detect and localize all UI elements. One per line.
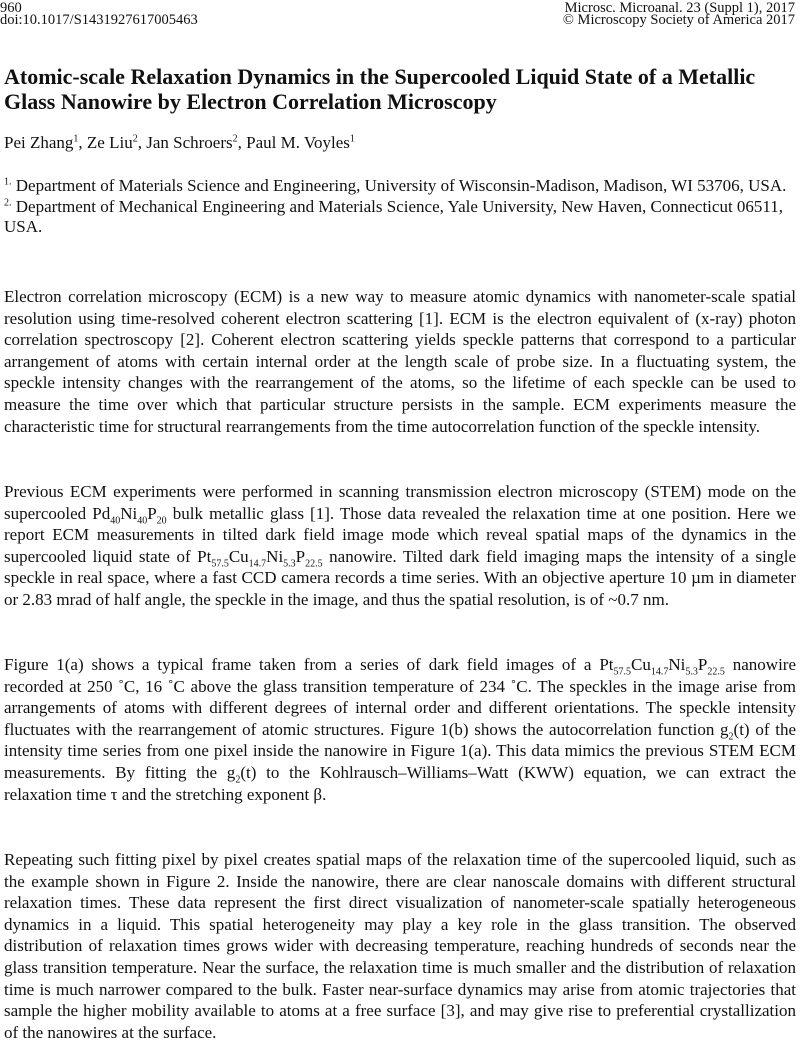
author: Jan Schroers$^2$, [146, 133, 247, 152]
author: Pei Zhang$^1$, [4, 133, 87, 152]
author-list [4, 133, 355, 153]
affiliation: $^{1.}$ Department of Materials Science and Engineering, University of Wisconsin-Madison, Madison, WI 53706, USA. [4, 176, 787, 195]
affiliation: $^{2.}$ Department of Mechanical Engineering and Materials Science, Yale University, New Haven, Connecticut 06511, USA. [4, 196, 784, 236]
page-number: 960 [0, 0, 22, 16]
paper-title: Atomic-scale Relaxation Dynamics in the Supercooled Liquid State of a Metallic Glass Nanowire by Electron Correlation Microscopy [4, 64, 756, 114]
body-paragraph: Figure 1(a) shows a typical frame taken from a series of dark field images of a $Pt_{57.5}Cu_{14.7}Ni_{5.3}P_{22.5}$ nanowire recorded at 250 ˚C, 16 ˚C above the glass transition temperature of 234 ˚C. The speckles in the image arise from arrangements of atoms with different degrees of internal order and different orientations. The speckle intensity fluctuates with the rearrangement of atomic structures. Figure 1(b) shows the autocorrelation function $g_2(t)$ of the intensity time series from one pixel inside the nanowire in Figure 1(a). This data mimics the previous STEM ECM measurements. By fitting the $g_2(t)$ to the Kohlrausch–Williams–Watt (KWW) equation, we can extract the relaxation time τ and the stretching exponent β. [4, 655, 797, 804]
journal-citation: Microsc. Microanal. 23 (Suppl 1), 2017 [564, 0, 795, 16]
author: Ze Liu$^2$, [86, 133, 147, 152]
body-paragraph: Repeating such fitting pixel by pixel creates spatial maps of the relaxation time of the supercooled liquid, such as the example shown in Figure 2. Inside the nanowire, there are clear nanoscale domains with different structural relaxation times. These data represent the first direct visualization of nanometer-scale spatially heterogeneous dynamics in a liquid. This spatial heterogeneity may play a key role in the glass transition. The observed distribution of relaxation times grows wider with decreasing temperature, reaching hundreds of seconds near the glass transition temperature. Near the surface, the relaxation time is much smaller and the distribution of relaxation time is much narrower compared to the bulk. Faster near-surface dynamics may arise from atomic trajectories that sample the higher mobility available to atoms at a free surface [3], and may give rise to preferential crystallization of the nanowires at the surface. [4, 850, 796, 1042]
body-paragraph: Previous ECM experiments were performed in scanning transmission electron microscopy (STEM) mode on the supercooled $Pd_{40}Ni_{40}P_{20}$ bulk metallic glass [1]. Those data revealed the relaxation time at one position. Here we report ECM measurements in tilted dark field image mode which reveal spatial maps of the dynamics in the supercooled liquid state of $Pt_{57.5}Cu_{14.7}Ni_{5.3}P_{22.5}$ nanowire. Tilted dark field imaging maps the intensity of a single speckle in real space, where a fast CCD camera records a time series. With an objective aperture 10 µm in diameter or 2.83 mrad of half angle, the speckle in the image, and thus the spatial resolution, is of ~0.7 nm. [4, 482, 796, 609]
copyright: © Microscopy Society of America 2017 [562, 12, 795, 28]
body-paragraph: Electron correlation microscopy (ECM) is a new way to measure atomic dynamics with nanometer-scale spatial resolution using time-resolved coherent electron scattering [1]. ECM is the electron equivalent of (x-ray) photon correlation spectroscopy [2]. Coherent electron scattering yields speckle patterns that correspond to a particular arrangement of atoms with certain internal order at the length scale of probe size. In a fluctuating system, the speckle intensity changes with the rearrangement of the atoms, so the lifetime of each speckle can be used to measure the time over which that particular structure persists in the sample. ECM experiments measure the characteristic time for structural rearrangements from the time autocorrelation function of the speckle intensity. [4, 287, 796, 436]
author: Paul M. Voyles$^1$ [246, 133, 355, 152]
doi[interactable]: doi:10.1017/S1431927617005463 [0, 12, 198, 28]
affiliations [4, 176, 796, 238]
